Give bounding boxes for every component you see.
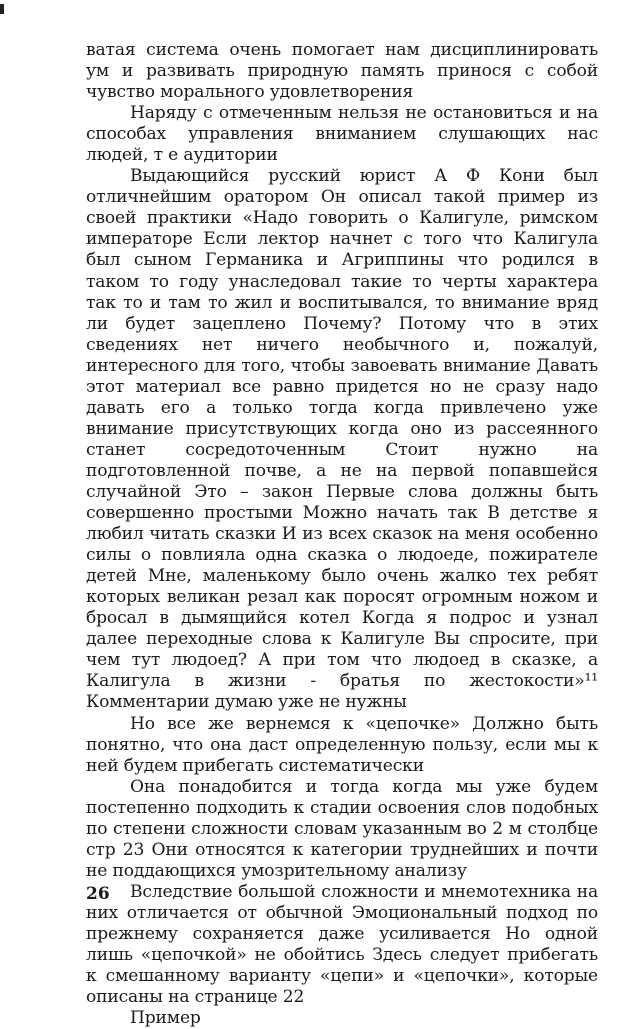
paragraph-1: ватая система очень помогает нам дисциплинировать ум и развивать природную память принося с собой чувство морального удовлетворения <box>86 40 598 103</box>
paragraph-3: Выдающийся русский юрист А Ф Кони был отличнейшим оратором Он описал такой пример из своей практики «Надо говорить о Калигуле, римском императоре Если лектор начнет с того что Калигула был сыном Германика и Агриппины что родился в таком то году унаследовал такие то черты характера так то и там то жил и воспитывался, то внимание вряд ли будет зацеплено Почему? Потому что в этих сведениях нет ничего необычного и, пожалуй, интересного для того, чтобы завоевать внимание Давать этот материал все равно придется но не сразу надо давать его а только тогда когда привлечено уже внимание присутствующих когда оно из рассеянного станет сосредоточенным Стоит нужно на подготовленной почве, а не на первой попавшейся случайной Это – закон Первые слова должны быть совершенно простыми Можно начать так В детстве я любил читать сказки И из всех сказок на меня особенно силы о повлияла одна сказка о людоеде, пожирателе детей Мне, маленькому было очень жалко тех ребят которых великан резал как поросят огромным ножом и бросал в дымящийся котел Когда я подрос и узнал далее переходные слова к Калигуле Вы спросите, при чем тут людоед? А при том что людоед в сказке, а Калигула в жизни - братья по жестокости»¹¹ Комментарии думаю уже не нужны <box>86 166 598 713</box>
page-number: 26 <box>86 884 110 904</box>
paragraph-2: Наряду с отмеченным нельзя не остановиться и на способах управления вниманием слушающих нас людей, т е аудитории <box>86 103 598 166</box>
corner-mark <box>0 4 4 14</box>
paragraph-6: Вследствие большой сложности и мнемотехника на них отличается от обычной Эмоциональный подход по прежнему сохраняется даже усиливается Но одной лишь «цепочкой» не обойтись Здесь следует прибегать к смешанному варианту «цепи» и «цепочки», которые описаны на странице 22 <box>86 881 598 1008</box>
paragraph-example: Пример <box>130 1008 201 1029</box>
paragraph-4: Но все же вернемся к «цепочке» Должно быть понятно, что она даст определенную пользу, если мы к ней будем прибегать систематически <box>86 713 598 776</box>
paragraph-5: Она понадобится и тогда когда мы уже будем постепенно подходить к стадии освоения слов подобных по степени сложности словам указанным во 2 м столбце стр 23 Они относятся к категории труднейших и почти не поддающихся умозрительному анализу <box>86 776 598 881</box>
text-body <box>86 40 598 1029</box>
